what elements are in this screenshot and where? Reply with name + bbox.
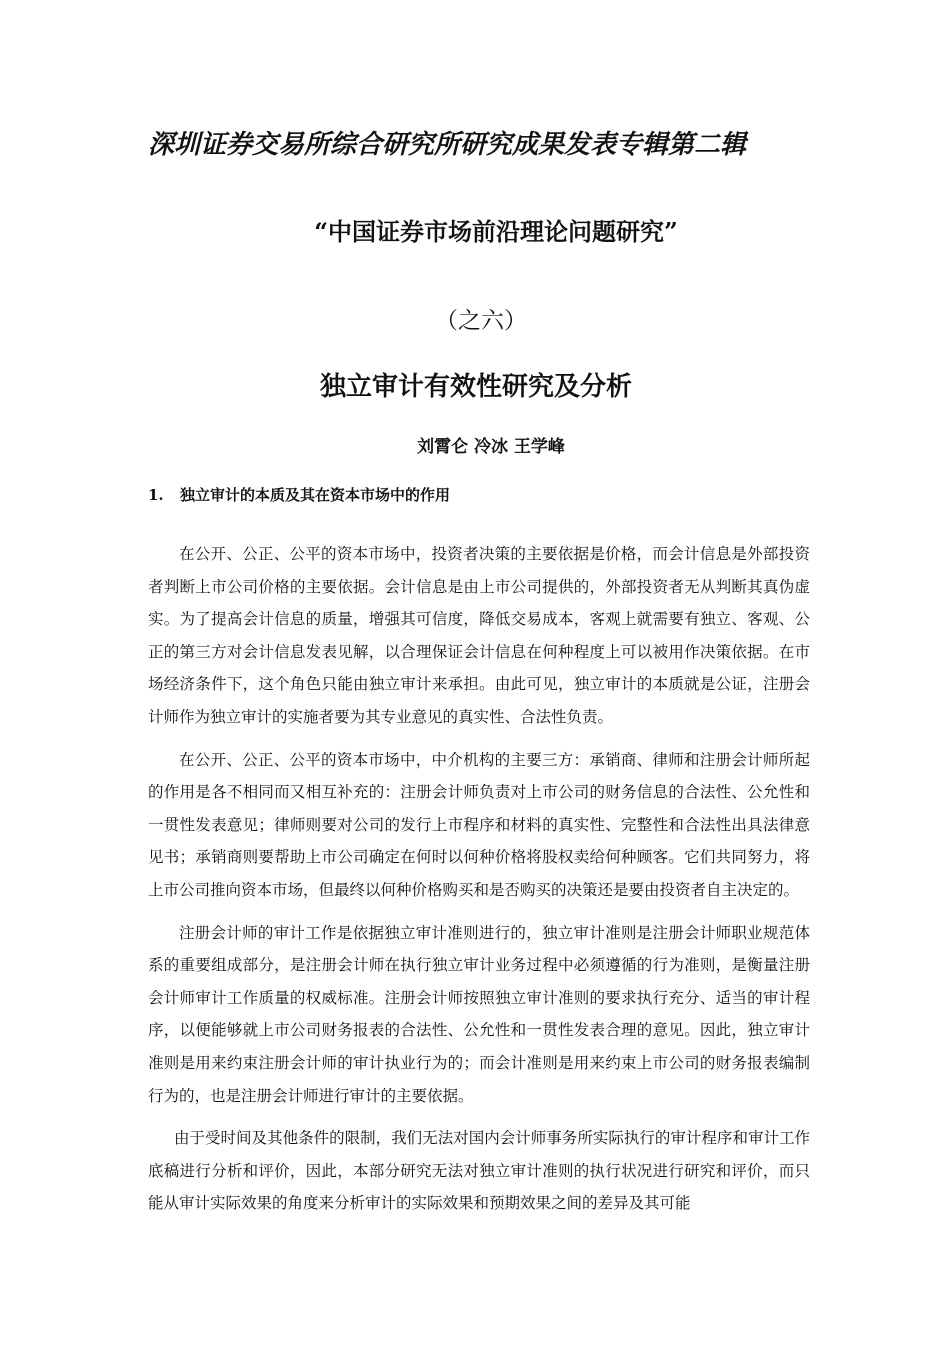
section-heading bbox=[148, 484, 450, 505]
part-title: （之六） bbox=[435, 308, 527, 334]
paragraph-1: 在公开、公正、公平的资本市场中，投资者决策的主要依据是价格，而会计信息是外部投资者判断上市公司价格的主要依据。会计信息是由上市公司提供的，外部投资者无从判断其真伪虚实。为了提高会计信息的质量，增强其可信度，降低交易成本，客观上就需要有独立、客观、公正的第三方对会计信息发表见解，以合理保证会计信息在何种程度上可以被用作决策依据。在市场经济条件下，这个角色只能由独立审计来承担。由此可见，独立审计的本质就是公证，注册会计师作为独立审计的实施者要为其专业意见的真实性、合法性负责。 bbox=[148, 545, 810, 726]
main-title: “中国证券市场前沿理论问题研究” bbox=[314, 217, 678, 246]
paragraph-2: 在公开、公正、公平的资本市场中，中介机构的主要三方：承销商、律师和注册会计师所起的作用是各不相同而又相互补充的：注册会计师负责对上市公司的财务信息的合法性、公允性和一贯性发表意见；律师则要对公司的发行上市程序和材料的真实性、完整性和合法性出具法律意见书；承销商则要帮助上市公司确定在何时以何种价格将股权卖给何种顾客。它们共同努力，将上市公司推向资本市场，但最终以何种价格购买和是否购买的决策还是要由投资者自主决定的。 bbox=[148, 750, 810, 899]
paragraph-3: 注册会计师的审计工作是依据独立审计准则进行的，独立审计准则是注册会计师职业规范体系的重要组成部分，是注册会计师在执行独立审计业务过程中必须遵循的行为准则，是衡量注册会计师审计工作质量的权威标准。注册会计师按照独立审计准则的要求执行充分、适当的审计程序，以便能够就上市公司财务报表的合法性、公允性和一贯性发表合理的意见。因此，独立审计准则是用来约束注册会计师的审计执业行为的；而会计准则是用来约束上市公司的财务报表编制行为的，也是注册会计师进行审计的主要依据。 bbox=[148, 923, 810, 1105]
body-text bbox=[148, 538, 810, 1230]
article-title: 独立审计有效性研究及分析 bbox=[319, 372, 632, 402]
series-title: 深圳证券交易所综合研究所研究成果发表专辑第二辑 bbox=[148, 130, 747, 160]
section-number: 1. bbox=[148, 486, 164, 504]
section-heading-text: 独立审计的本质及其在资本市场中的作用 bbox=[180, 486, 451, 504]
paragraph-4: 由于受时间及其他条件的限制，我们无法对国内会计师事务所实际执行的审计程序和审计工作底稿进行分析和评价，因此，本部分研究无法对独立审计准则的执行状况进行研究和评价，而只能从审计实际效果的角度来分析审计的实际效果和预期效果之间的差异及其可能 bbox=[148, 1129, 810, 1213]
author-line: 刘霄仑 冷冰 王学峰 bbox=[417, 437, 565, 457]
